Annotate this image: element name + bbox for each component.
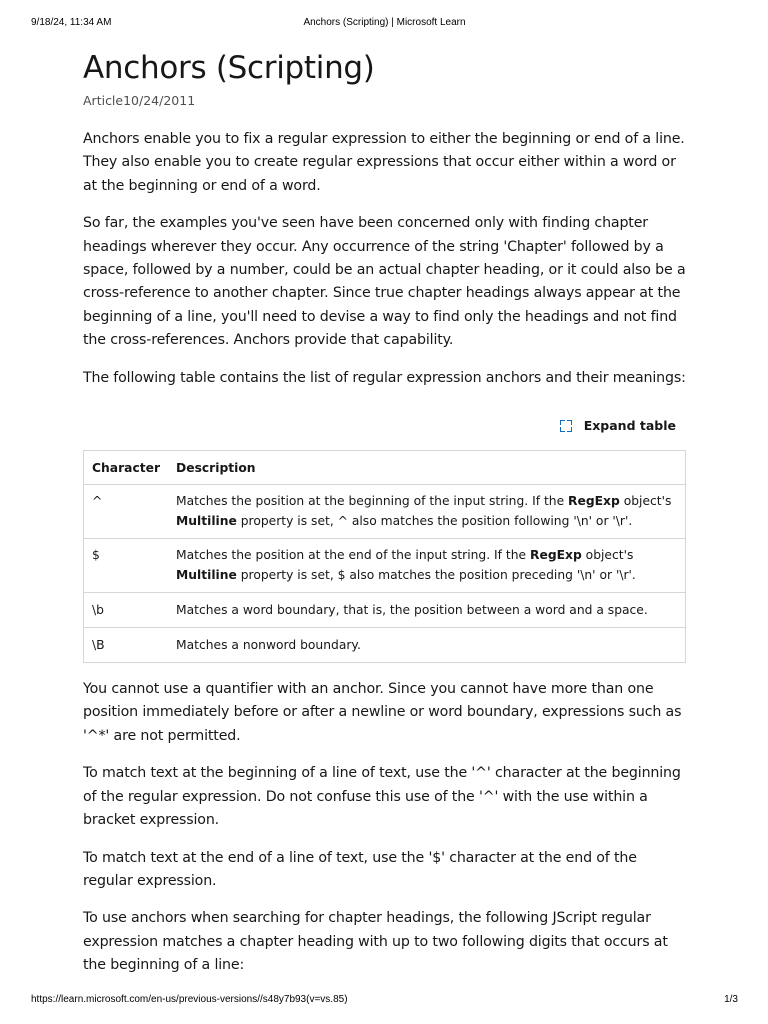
expand-icon: [560, 420, 572, 432]
cell-character: \B: [84, 628, 169, 663]
table-row: [84, 485, 686, 539]
print-footer: [31, 994, 738, 1008]
column-header-description: Description: [168, 451, 685, 485]
page-title: Anchors (Scripting): [83, 50, 375, 86]
cell-description: Matches a nonword boundary.: [168, 628, 685, 663]
table-header-row: [84, 451, 686, 485]
cell-character: ^: [84, 485, 169, 539]
page-number: 1/3: [724, 994, 738, 1005]
table-row: [84, 593, 686, 628]
caret-paragraph: To match text at the beginning of a line of text, use the '^' character at the beginning of the regular expression. Do not confuse this use of the '^' with the use within a bracket expression.: [83, 765, 681, 829]
dollar-paragraph: To match text at the end of a line of text, use the '$' character at the end of the regular expression.: [83, 849, 637, 889]
cell-character: \b: [84, 593, 169, 628]
article-type: Article: [83, 93, 124, 108]
print-header: [31, 17, 738, 31]
chapter-paragraph: So far, the examples you've seen have been concerned only with finding chapter headings wherever they occur. Any occurrence of the string 'Chapter' followed by a space, followed by a number, could be an actual chapter heading, or it could also be a cross-reference to another chapter. Since true chapter headings always appear at the beginning of a line, you'll need to devise a way to find only the headings and not find the cross-references. Anchors provide that capability.: [83, 215, 686, 349]
intro-paragraph: Anchors enable you to fix a regular expression to either the beginning or end of a line. They also enable you to create regular expressions that occur either within a word or at the beginning or end of a word.: [83, 131, 685, 194]
table-toolbar: [83, 416, 686, 438]
chapter-anchor-paragraph: To use anchors when searching for chapter headings, the following JScript regular expression matches a chapter heading with up to two following digits that occurs at the beginning of a line:: [83, 910, 668, 974]
print-page-title: Anchors (Scripting) | Microsoft Learn: [303, 17, 466, 28]
cell-description: Matches the position at the end of the input string. If the RegExp object's Multiline property is set, $ also matches the position preceding '\n' or '\r'.: [168, 539, 685, 593]
expand-table-label: Expand table: [583, 418, 676, 434]
table-intro-paragraph: The following table contains the list of regular expression anchors and their meanings:: [83, 369, 686, 386]
expand-table-button[interactable]: [560, 418, 676, 433]
print-url: https://learn.microsoft.com/en-us/previous-versions//s48y7b93(v=vs.85): [31, 994, 348, 1005]
table-row: [84, 539, 686, 593]
article-date: 10/24/2011: [123, 93, 196, 108]
print-datetime: 9/18/24, 11:34 AM: [31, 17, 112, 28]
column-header-character: Character: [84, 451, 169, 485]
article-meta: [83, 93, 686, 109]
article-content: [83, 48, 686, 978]
cell-character: $: [84, 539, 169, 593]
table-row: [84, 628, 686, 663]
cell-description: Matches a word boundary, that is, the position between a word and a space.: [168, 593, 685, 628]
cell-description: Matches the position at the beginning of the input string. If the RegExp object's Multiline property is set, ^ also matches the position following '\n' or '\r'.: [168, 485, 685, 539]
anchors-table: [83, 450, 686, 663]
quantifier-paragraph: You cannot use a quantifier with an anchor. Since you cannot have more than one position immediately before or after a newline or word boundary, expressions such as '^*' are not permitted.: [83, 681, 682, 744]
